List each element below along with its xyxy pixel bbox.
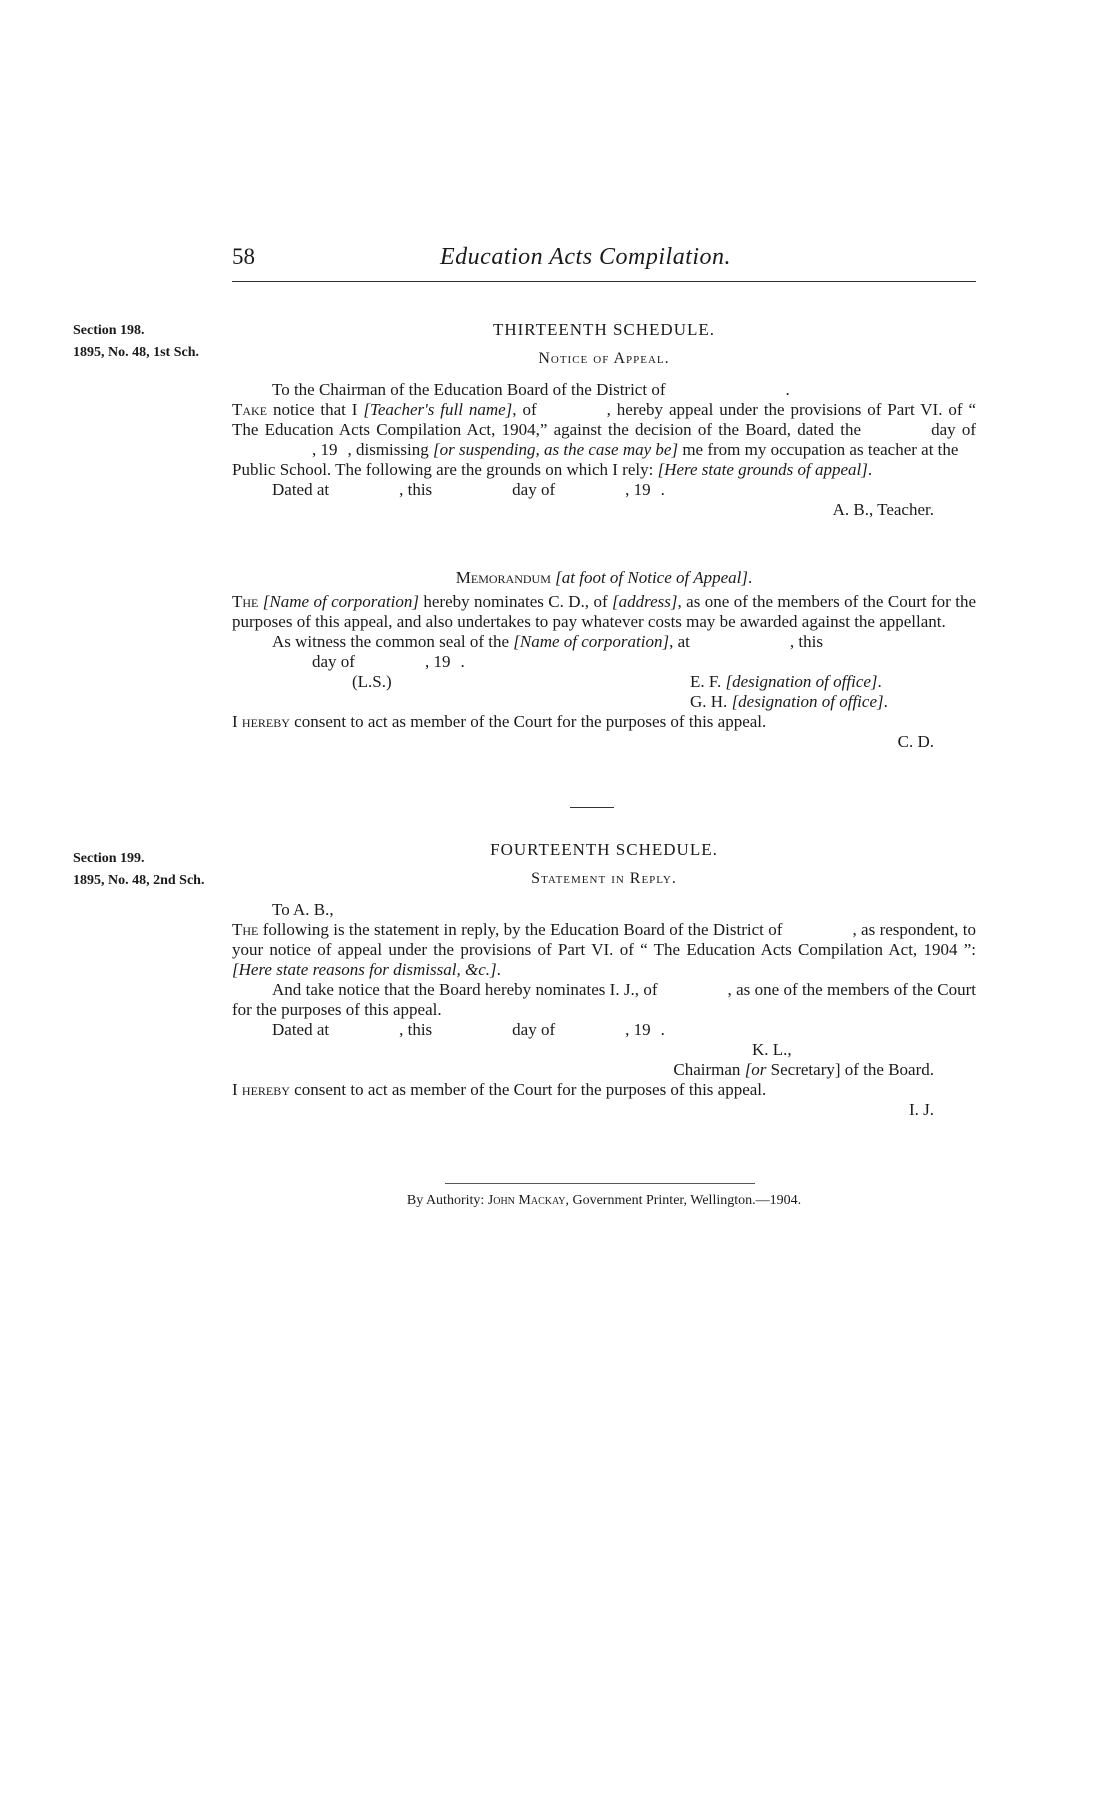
to-line: To the Chairman of the Education Board of the District of .: [272, 380, 790, 399]
signature-ef: E. F. [designation of office].: [690, 672, 882, 691]
margin-section: Section 199.: [73, 851, 145, 866]
header-rule: [232, 281, 976, 282]
nomination-paragraph: And take notice that the Board hereby nominates I. J., of , as one of the members of the Court for the purposes of this appeal.: [232, 980, 977, 1019]
chairman-line: Chairman [or Secretary] of the Board.: [673, 1060, 934, 1079]
margin-act: 1895, No. 48, 1st Sch.: [73, 345, 200, 360]
dated-line: Dated at , this day of , 19 .: [272, 480, 665, 499]
seal-mark: (L.S.): [352, 672, 392, 691]
consent-line: I hereby consent to act as member of the Court for the purposes of this appeal.: [232, 712, 767, 731]
margin-note-199: [73, 848, 213, 892]
memorandum-body: [232, 592, 976, 752]
dated-line: Dated at , this day of , 19 .: [272, 1020, 665, 1039]
consent-line: I hereby consent to act as member of the Court for the purposes of this appeal.: [232, 1080, 767, 1099]
memorandum-heading: Memorandum [at foot of Notice of Appeal].: [455, 568, 753, 587]
statement-paragraph: The following is the statement in reply, by the Education Board of the District of , as respondent, to your notice of appeal under the provisions of Part VI. of “ The Education Acts Compilation Act, 1904 ”: [Here state reasons for dismissal, &c.].: [232, 920, 976, 979]
schedule-13-subtitle: Notice of Appeal.: [538, 350, 670, 367]
section-divider: [570, 807, 614, 808]
schedule-14-subtitle: Statement in Reply.: [531, 870, 677, 887]
page-number: 58: [232, 244, 255, 269]
schedule-13-body: [232, 380, 976, 520]
schedule-13-title: THIRTEENTH SCHEDULE.: [492, 320, 715, 339]
margin-act: 1895, No. 48, 2nd Sch.: [73, 873, 205, 888]
footer-rule: [445, 1183, 755, 1184]
running-title: Education Acts Compilation.: [440, 244, 732, 270]
margin-section: Section 198.: [73, 323, 145, 338]
signature-kl: K. L.,: [752, 1040, 792, 1059]
witness-date: day of , 19 .: [312, 652, 465, 671]
schedule-14-title: FOURTEENTH SCHEDULE.: [490, 840, 718, 859]
signature-gh: G. H. [designation of office].: [690, 692, 888, 711]
notice-paragraph: Take notice that I [Teacher's full name], of , hereby appeal under the provisions of Part VI. of “ The Education Acts Compilation Act, 1904,” against the decision of the Board, dated the day of, 19 , dismissing [or suspending, as the case may be] me from my occupation as teacher at the Public School. The following are the grounds on which I rely: [Here state grounds of appeal].: [232, 400, 976, 479]
margin-note-198: [73, 320, 199, 364]
signature-ij: I. J.: [908, 1100, 934, 1119]
nomination-paragraph: The [Name of corporation] hereby nominates C. D., of [address], as one of the members of the Court for the purposes of this appeal, and also undertakes to pay whatever costs may be awarded against the appellant.: [232, 592, 977, 631]
to-line: To A. B.,: [272, 900, 334, 919]
signature-ab: A. B., Teacher.: [832, 500, 934, 519]
schedule-14-body: [232, 900, 976, 1120]
imprint-footer: By Authority: John Mackay, Government Printer, Wellington.—1904.: [406, 1193, 802, 1208]
signature-cd: C. D.: [897, 732, 934, 751]
witness-line: As witness the common seal of the [Name of corporation], at , this: [272, 632, 823, 651]
seal-signatures: [232, 672, 976, 712]
